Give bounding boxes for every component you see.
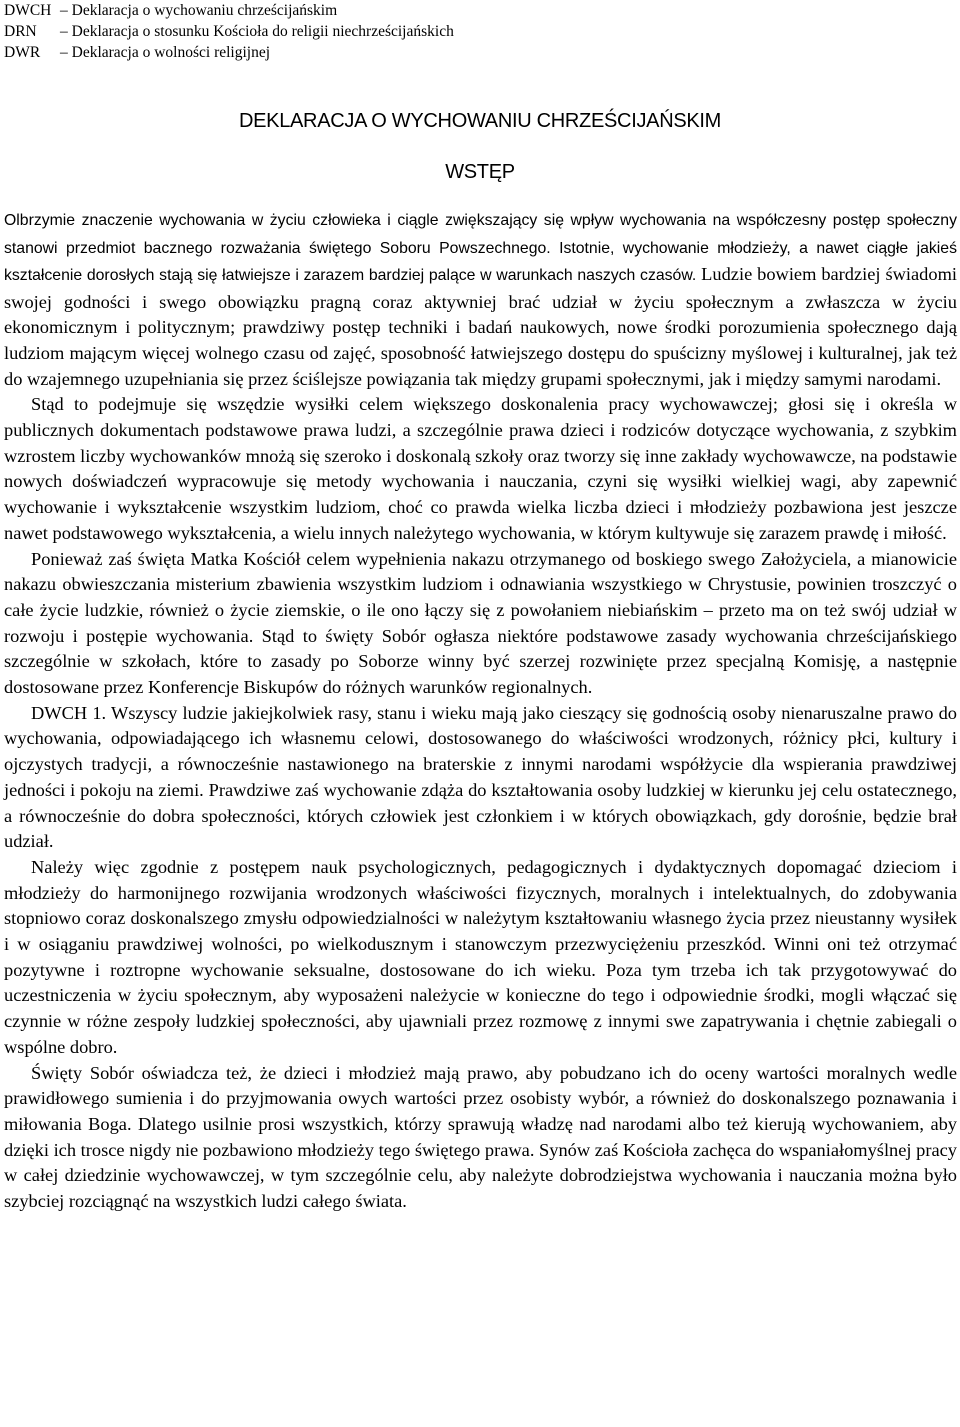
abbreviation-row	[4, 21, 454, 42]
body-paragraph: DWCH 1. Wszyscy ludzie jakiejkolwiek rasy, stanu i wieku mają jako cieszący się godnością osoby nienaruszalne prawo do wychowania, odpowiadającego ich własnemu celowi, dostosowanego do właściwości wrodzonych, różnicy płci, kultury i ojczystych tradycji, a równocześnie nastawionego na braterskie z innymi narodami współżycie dla wspierania prawdziwej jedności i pokoju na ziemi. Prawdziwe zaś wychowanie zdąża do kształtowania osoby ludzkiej w kierunku jej celu ostatecznego, a równocześnie do dobra społeczności, których człowiek jest członkiem i w których obowiązkach, gdy dorośnie, będzie brał udział.	[4, 702, 957, 852]
abbreviation-code: DRN	[4, 23, 37, 40]
body-paragraph: Należy więc zgodnie z postępem nauk psychologicznych, pedagogicznych i dydaktycznych dopomagać dzieciom i młodzieży do harmonijnego rozwijania wrodzonych właściwości fizycznych, moralnych i intelektualnych, do zdobywania stopniowo coraz doskonalszego zmysłu odpowiedzialności w należytym kształtowaniu własnego życia przez nieustanny wysiłek i w osiąganiu prawdziwej wolności, po wielkodusznym i stanowczym przezwyciężeniu przeszkód. Winni oni też otrzymać pozytywne i roztropne wychowanie seksualne, dostosowane do ich wieku. Poza tym trzeba ich tak przygotowywać do uczestniczenia w życiu społecznym, aby wyposażeni należycie w konieczne do tego i odpowiednie środki, mogli włączać się czynnie w różne zespoły ludzkiej społeczności, aby ujawniali przez rozmowę z innymi swe zapatrywania i chętnie zabiegali o wspólne dobro.	[4, 856, 957, 1057]
abbreviation-row	[4, 0, 454, 21]
document-title: DEKLARACJA O WYCHOWANIU CHRZEŚCIJAŃSKIM	[238, 110, 722, 132]
intro-text: Olbrzymie znaczenie wychowania w życiu człowieka i ciągle zwiększający się wpływ wychowania na współczesny postęp społeczny stanowi przedmiot bacznego rozważania świętego Soboru Powszechnego. Istotnie, wychowanie młodzieży, a nawet ciągłe jakieś kształcenie dorosłych stają się łatwiejsze i zarazem bardziej palące w warunkach naszych czasów.	[4, 212, 957, 284]
abbreviation-row	[4, 42, 454, 63]
abbreviation-label: – Deklaracja o stosunku Kościoła do religii niechrześcijańskich	[60, 23, 454, 40]
abbreviation-label: – Deklaracja o wychowaniu chrześcijańskim	[60, 2, 338, 19]
body-paragraph: Ponieważ zaś święta Matka Kościół celem wypełnienia nakazu otrzymanego od boskiego swego Założyciela, a mianowicie nakazu obwieszczania misterium zbawienia wszystkim ludziom i odnawiania wszystkiego w Chrystusie, powinien troszczyć o całe życie ludzkie, również o życie ziemskie, o ile ono łączy się z powołaniem niebiańskim – przeto ma on też swój udział w rozwoju i postępie wychowania. Stąd to święty Sobór ogłasza niektóre podstawowe zasady wychowania chrześcijańskiego szczególnie w szkołach, które to zasady po Soborze winny być szerzej rozwinięte przez specjalną Komisję, a następnie dostosowane przez Konferencje Biskupów do różnych warunków regionalnych.	[4, 548, 957, 698]
abbreviation-label: – Deklaracja o wolności religijnej	[60, 44, 271, 61]
merged-paragraph	[4, 207, 957, 392]
section-title: WSTĘP	[445, 161, 515, 183]
abbreviation-list	[4, 0, 454, 63]
body-paragraph: Święty Sobór oświadcza też, że dzieci i młodzież mają prawo, aby pobudzano ich do oceny wartości moralnych wedle prawidłowego sumienia i do przyjmowania owych wartości przez osobisty wybór, a również do doskonalszego poznawania i miłowania Boga. Dlatego usilnie prosi wszystkich, którzy sprawują władzę nad narodami albo też kierują wychowaniem, aby dzięki ich trosce nigdy nie pozbawiono młodzieży tego świętego prawa. Synów zaś Kościoła zachęca do wspaniałomyślnej pracy w całej dziedzinie wychowawczej, w tym szczególnie celu, aby należyte dobrodziejstwa wychowania i nauczania można było szybciej rozciągnąć na wszystkich ludzi całego świata.	[4, 1062, 957, 1212]
abbreviation-code: DWCH	[4, 2, 52, 19]
paragraph-continuation: Ludzie bowiem bardziej świadomi swojej godności i swego obowiązku pragną coraz aktywniej brać udział w życiu społecznym a zwłaszcza w życiu ekonomicznym i politycznym; prawdziwy postęp techniki i badań naukowych, nowe środki porozumienia społecznego dają ludziom mającym więcej wolnego czasu od zajęć, sposobność łatwiejszego dostępu do spuścizny myślowej i kulturalnej, jak też do wzajemnego uzupełniania się przez ściślejsze powiązania tak między grupami społecznymi, jak i między samymi narodami.	[4, 264, 957, 389]
abbreviation-code: DWR	[4, 44, 41, 61]
body-text	[4, 207, 957, 1215]
body-paragraph: Stąd to podejmuje się wszędzie wysiłki celem większego doskonalenia pracy wychowawczej; głosi się i określa w publicznych dokumentach podstawowe prawa ludzi, a szczególnie prawa dzieci i rodziców dotyczące wychowania, z szybkim wzrostem liczby wychowanków mnożą się szeroko i doskonalą szkoły oraz tworzy się inne zakłady wychowawcze, na podstawie nowych doświadczeń wypracowuje się metody wychowania i nauczania, czyni się wysiłki wielkiej wagi, aby zapewnić wychowanie i wykształcenie wszystkim ludziom, choć co prawda wielka liczba dzieci i młodzieży pozbawiona jest jeszcze nawet podstawowego wykształcenia, a wielu innych należytego wychowania, w którym kultywuje się zarazem prawdę i miłość.	[4, 394, 957, 543]
